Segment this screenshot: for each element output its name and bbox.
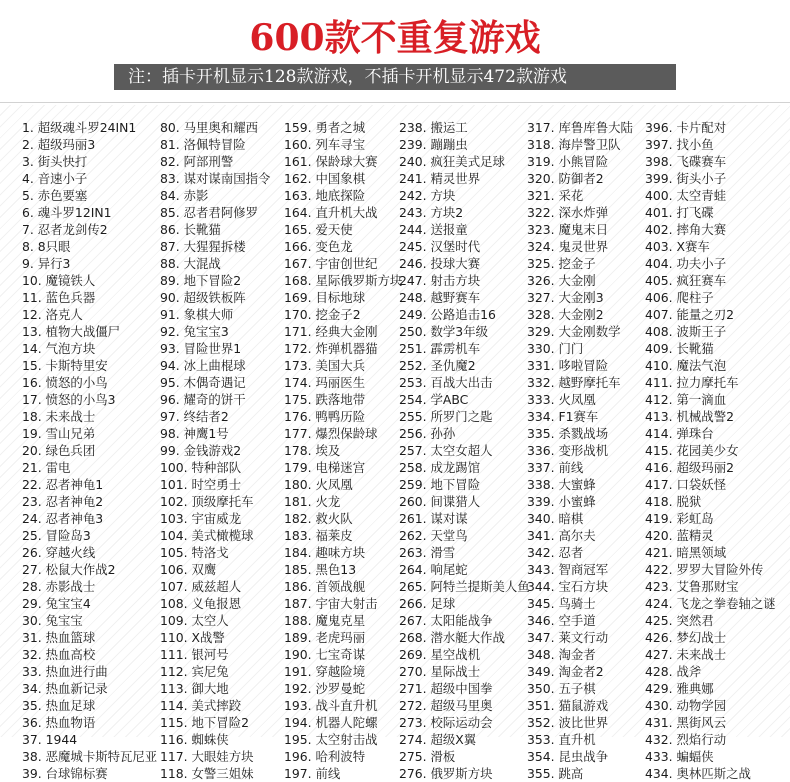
game-list-item: 338. 大蜜蜂 xyxy=(527,477,596,492)
game-list-item: 318. 海岸警卫队 xyxy=(527,137,621,152)
game-list-item: 90. 超级铁板阵 xyxy=(160,290,246,305)
game-list-item: 239. 蹦蹦虫 xyxy=(399,137,468,152)
game-list-item: 109. 太空人 xyxy=(160,613,229,628)
game-list-item: 14. 气泡方块 xyxy=(22,341,96,356)
divider xyxy=(0,102,790,103)
game-list-item: 174. 玛丽医生 xyxy=(284,375,366,390)
game-column xyxy=(284,119,402,782)
game-list-item: 272. 超级马里奥 xyxy=(399,698,493,713)
note-banner: 注：插卡开机显示128款游戏，不插卡开机显示472款游戏 xyxy=(114,64,676,90)
game-list-item: 265. 阿特兰提斯美人鱼 xyxy=(399,579,530,594)
game-list-item: 29. 兔宝宝4 xyxy=(22,596,91,611)
game-list-item: 259. 地下冒险 xyxy=(399,477,481,492)
game-list-item: 326. 大金刚 xyxy=(527,273,596,288)
game-list-item: 260. 间谍猎人 xyxy=(399,494,481,509)
game-list-item: 197. 前线 xyxy=(284,766,341,781)
game-list-item: 165. 爱天使 xyxy=(284,222,353,237)
game-list-item: 186. 首领战舰 xyxy=(284,579,366,594)
game-list-item: 405. 疯狂赛车 xyxy=(645,273,727,288)
game-list-item: 402. 摔角大赛 xyxy=(645,222,727,237)
game-list-item: 268. 潜水艇大作战 xyxy=(399,630,505,645)
game-list-item: 417. 口袋妖怪 xyxy=(645,477,727,492)
game-list-item: 256. 孙孙 xyxy=(399,426,456,441)
game-list-item: 25. 冒险岛3 xyxy=(22,528,91,543)
game-list-item: 420. 蓝精灵 xyxy=(645,528,714,543)
game-list-item: 434. 奥林匹斯之战 xyxy=(645,766,751,781)
game-list-item: 412. 第一滴血 xyxy=(645,392,727,407)
game-list-item: 407. 能量之刃2 xyxy=(645,307,734,322)
game-list-item: 317. 库鲁库鲁大陆 xyxy=(527,120,633,135)
game-list-item: 406. 爬柱子 xyxy=(645,290,714,305)
game-list-item: 325. 挖金子 xyxy=(527,256,596,271)
game-list-item: 5. 赤色要塞 xyxy=(22,188,88,203)
game-list-item: 261. 谋对谋 xyxy=(399,511,468,526)
game-list-item: 404. 功夫小子 xyxy=(645,256,727,271)
game-list-item: 324. 鬼灵世界 xyxy=(527,239,609,254)
game-list-item: 185. 黑色13 xyxy=(284,562,357,577)
game-list-item: 94. 冰上曲棍球 xyxy=(160,358,246,373)
game-list-item: 20. 绿色兵团 xyxy=(22,443,96,458)
game-list-item: 335. 杀戮战场 xyxy=(527,426,609,441)
game-list-item: 258. 成龙踢馆 xyxy=(399,460,481,475)
game-list-item: 397. 找小鱼 xyxy=(645,137,714,152)
game-list-item: 349. 淘金者2 xyxy=(527,664,604,679)
game-list-item: 23. 忍者神龟2 xyxy=(22,494,104,509)
game-list-item: 249. 公路追击16 xyxy=(399,307,496,322)
game-list-item: 1. 超级魂斗罗24IN1 xyxy=(22,120,137,135)
game-list-item: 92. 兔宝宝3 xyxy=(160,324,229,339)
game-list-item: 31. 热血篮球 xyxy=(22,630,96,645)
game-list-item: 184. 趣味方块 xyxy=(284,545,366,560)
game-list-item: 4. 音速小子 xyxy=(22,171,88,186)
game-list-item: 189. 老虎玛丽 xyxy=(284,630,366,645)
game-list-item: 350. 五子棋 xyxy=(527,681,596,696)
game-list-item: 37. 1944 xyxy=(22,732,78,747)
game-list-item: 98. 神鹰1号 xyxy=(160,426,229,441)
game-list-item: 255. 所罗门之匙 xyxy=(399,409,493,424)
game-list-item: 170. 挖金子2 xyxy=(284,307,361,322)
game-list-item: 84. 赤影 xyxy=(160,188,209,203)
game-list-item: 114. 美式摔跤 xyxy=(160,698,242,713)
game-list-item: 329. 大金刚数学 xyxy=(527,324,621,339)
game-list-item: 330. 门门 xyxy=(527,341,584,356)
game-column xyxy=(22,119,157,782)
game-list-item: 352. 波比世界 xyxy=(527,715,609,730)
game-list-item: 28. 赤影战士 xyxy=(22,579,96,594)
game-list-item: 427. 未来战士 xyxy=(645,647,727,662)
game-list-item: 178. 埃及 xyxy=(284,443,341,458)
game-list-item: 96. 耀奇的饼干 xyxy=(160,392,246,407)
game-list-item: 163. 地底探险 xyxy=(284,188,366,203)
game-list-item: 19. 雪山兄弟 xyxy=(22,426,96,441)
game-list-item: 353. 直升机 xyxy=(527,732,596,747)
game-list-item: 17. 愤怒的小鸟3 xyxy=(22,392,116,407)
game-column xyxy=(160,119,270,782)
game-list-item: 243. 方块2 xyxy=(399,205,464,220)
game-list-item: 191. 穿越险境 xyxy=(284,664,366,679)
game-list-item: 110. X战警 xyxy=(160,630,225,645)
game-list-item: 426. 梦幻战士 xyxy=(645,630,727,645)
game-list-item: 348. 淘金者 xyxy=(527,647,596,662)
game-list-item: 262. 天堂鸟 xyxy=(399,528,468,543)
game-list-item: 428. 战斧 xyxy=(645,664,702,679)
game-list-item: 431. 黑街风云 xyxy=(645,715,727,730)
game-list-item: 32. 热血高校 xyxy=(22,647,96,662)
game-list-item: 240. 疯狂美式足球 xyxy=(399,154,505,169)
game-list-item: 248. 越野赛车 xyxy=(399,290,481,305)
game-list-item: 88. 大混战 xyxy=(160,256,221,271)
game-list-item: 408. 波斯王子 xyxy=(645,324,727,339)
game-list-item: 21. 雷电 xyxy=(22,460,71,475)
game-list-item: 269. 星空战机 xyxy=(399,647,481,662)
game-list-item: 254. 学ABC xyxy=(399,392,469,407)
game-list-item: 409. 长靴猫 xyxy=(645,341,714,356)
game-list-item: 332. 越野摩托车 xyxy=(527,375,621,390)
game-list-item: 91. 象棋大师 xyxy=(160,307,234,322)
game-list-item: 183. 福莱皮 xyxy=(284,528,353,543)
game-list-item: 418. 脱狱 xyxy=(645,494,702,509)
game-list-item: 341. 高尔夫 xyxy=(527,528,596,543)
game-list-item: 169. 目标地球 xyxy=(284,290,366,305)
game-list-item: 177. 爆烈保龄球 xyxy=(284,426,378,441)
game-list-item: 336. 变形战机 xyxy=(527,443,609,458)
game-list-item: 161. 保龄球大赛 xyxy=(284,154,378,169)
game-list-item: 7. 忍者龙剑传2 xyxy=(22,222,108,237)
game-list-item: 196. 哈利波特 xyxy=(284,749,366,764)
game-list-item: 423. 艾鲁那财宝 xyxy=(645,579,739,594)
game-list-item: 345. 鸟骑士 xyxy=(527,596,596,611)
game-list-item: 322. 深水炸弹 xyxy=(527,205,609,220)
game-list-item: 176. 鸭鸭历险 xyxy=(284,409,366,424)
game-list-item: 82. 阿部刑警 xyxy=(160,154,234,169)
game-list-item: 108. 义龟报恩 xyxy=(160,596,242,611)
game-list-item: 399. 街头小子 xyxy=(645,171,727,186)
game-list-item: 179. 电梯迷宫 xyxy=(284,460,366,475)
game-list-item: 30. 兔宝宝 xyxy=(22,613,83,628)
game-list-item: 238. 搬运工 xyxy=(399,120,468,135)
game-list-item: 257. 太空女超人 xyxy=(399,443,493,458)
game-list-item: 267. 太阳能战争 xyxy=(399,613,493,628)
game-list-item: 347. 莱文行动 xyxy=(527,630,609,645)
game-list-item: 355. 跳高 xyxy=(527,766,584,781)
game-list-item: 264. 响尾蛇 xyxy=(399,562,468,577)
game-list-item: 424. 飞龙之拳卷轴之谜 xyxy=(645,596,776,611)
game-list-item: 425. 突然君 xyxy=(645,613,714,628)
game-list-item: 172. 炸弹机器猫 xyxy=(284,341,378,356)
game-list-item: 252. 圣仇魔2 xyxy=(399,358,476,373)
game-list-item: 101. 时空勇士 xyxy=(160,477,242,492)
game-list-item: 276. 俄罗斯方块 xyxy=(399,766,493,781)
game-list-item: 107. 威兹超人 xyxy=(160,579,242,594)
game-list-item: 26. 穿越火线 xyxy=(22,545,96,560)
game-list-item: 35. 热血足球 xyxy=(22,698,96,713)
game-list xyxy=(0,105,790,781)
game-list-item: 339. 小蜜蜂 xyxy=(527,494,596,509)
game-list-item: 340. 暗棋 xyxy=(527,511,584,526)
game-list-item: 86. 长靴猫 xyxy=(160,222,221,237)
game-list-item: 321. 采花 xyxy=(527,188,584,203)
game-list-item: 159. 勇者之城 xyxy=(284,120,366,135)
game-list-item: 81. 洛佩特冒险 xyxy=(160,137,246,152)
game-list-item: 328. 大金刚2 xyxy=(527,307,604,322)
game-list-item: 102. 顶级摩托车 xyxy=(160,494,254,509)
page-title: 600款不重复游戏 xyxy=(249,17,541,59)
game-list-item: 6. 魂斗罗12IN1 xyxy=(22,205,112,220)
game-list-item: 193. 战斗直升机 xyxy=(284,698,378,713)
game-list-item: 167. 宇宙创世纪 xyxy=(284,256,378,271)
game-column xyxy=(645,119,776,782)
game-list-item: 182. 救火队 xyxy=(284,511,353,526)
game-list-item: 253. 百战大出击 xyxy=(399,375,493,390)
game-list-item: 273. 校际运动会 xyxy=(399,715,493,730)
game-list-item: 15. 卡斯特里安 xyxy=(22,358,108,373)
game-list-item: 11. 蓝色兵器 xyxy=(22,290,96,305)
game-list-item: 164. 直升机大战 xyxy=(284,205,378,220)
game-list-item: 38. 恶魔城卡斯特瓦尼亚 xyxy=(22,749,158,764)
game-list-item: 195. 太空射击战 xyxy=(284,732,378,747)
game-list-item: 24. 忍者神龟3 xyxy=(22,511,104,526)
game-list-item: 430. 动物学园 xyxy=(645,698,727,713)
game-list-item: 403. X赛车 xyxy=(645,239,710,254)
game-list-item: 271. 超级中国拳 xyxy=(399,681,493,696)
game-list-item: 401. 打飞碟 xyxy=(645,205,714,220)
game-list-item: 416. 超级玛丽2 xyxy=(645,460,734,475)
game-list-item: 111. 银河号 xyxy=(160,647,229,662)
game-column xyxy=(399,119,530,782)
game-list-item: 190. 七宝奇谋 xyxy=(284,647,366,662)
game-list-item: 171. 经典大金刚 xyxy=(284,324,378,339)
game-list-item: 351. 猫鼠游戏 xyxy=(527,698,609,713)
game-list-item: 95. 木偶奇遇记 xyxy=(160,375,246,390)
game-list-item: 270. 星际战士 xyxy=(399,664,481,679)
game-list-item: 251. 霹雳机车 xyxy=(399,341,481,356)
game-list-item: 8. 8只眼 xyxy=(22,239,71,254)
game-list-item: 414. 弹珠台 xyxy=(645,426,714,441)
game-list-item: 400. 太空青蛙 xyxy=(645,188,727,203)
game-list-item: 83. 谋对谋南国指令 xyxy=(160,171,271,186)
game-list-item: 104. 美式橄榄球 xyxy=(160,528,254,543)
game-list-item: 320. 防御者2 xyxy=(527,171,604,186)
game-list-item: 192. 沙罗曼蛇 xyxy=(284,681,366,696)
game-list-item: 13. 植物大战僵尸 xyxy=(22,324,120,339)
game-list-item: 337. 前线 xyxy=(527,460,584,475)
game-column xyxy=(527,119,633,782)
game-list-item: 331. 哆啦冒险 xyxy=(527,358,609,373)
game-list-item: 173. 美国大兵 xyxy=(284,358,366,373)
game-list-item: 354. 昆虫战争 xyxy=(527,749,609,764)
game-list-item: 180. 火凤凰 xyxy=(284,477,353,492)
game-list-item: 85. 忍者君阿修罗 xyxy=(160,205,258,220)
game-list-item: 2. 超级玛丽3 xyxy=(22,137,96,152)
game-list-item: 33. 热血进行曲 xyxy=(22,664,108,679)
game-list-item: 242. 方块 xyxy=(399,188,456,203)
game-list-item: 10. 魔镜铁人 xyxy=(22,273,96,288)
game-list-item: 99. 金钱游戏2 xyxy=(160,443,242,458)
game-list-item: 346. 空手道 xyxy=(527,613,596,628)
game-list-item: 3. 街头快打 xyxy=(22,154,88,169)
game-list-item: 166. 变色龙 xyxy=(284,239,353,254)
game-list-item: 334. F1赛车 xyxy=(527,409,599,424)
game-list-item: 87. 大猩猩拆楼 xyxy=(160,239,246,254)
game-list-item: 100. 特种部队 xyxy=(160,460,242,475)
game-list-item: 18. 未来战士 xyxy=(22,409,96,424)
game-list-item: 421. 暗黑领域 xyxy=(645,545,727,560)
game-list-item: 344. 宝石方块 xyxy=(527,579,609,594)
game-list-item: 39. 台球锦标赛 xyxy=(22,766,108,781)
game-list-item: 36. 热血物语 xyxy=(22,715,96,730)
game-list-item: 263. 滑雪 xyxy=(399,545,456,560)
game-list-item: 34. 热血新记录 xyxy=(22,681,108,696)
game-list-item: 244. 送报童 xyxy=(399,222,468,237)
game-list-item: 194. 机器人陀螺 xyxy=(284,715,378,730)
game-list-item: 396. 卡片配对 xyxy=(645,120,727,135)
game-list-item: 247. 射击方块 xyxy=(399,273,481,288)
game-list-item: 188. 魔鬼克星 xyxy=(284,613,366,628)
game-list-item: 103. 宇宙威龙 xyxy=(160,511,242,526)
game-list-item: 342. 忍者 xyxy=(527,545,584,560)
game-list-item: 429. 雅典娜 xyxy=(645,681,714,696)
game-list-item: 116. 蜘蛛侠 xyxy=(160,732,229,747)
game-list-item: 106. 双鹰 xyxy=(160,562,217,577)
game-list-item: 112. 宾尼兔 xyxy=(160,664,229,679)
game-list-item: 89. 地下冒险2 xyxy=(160,273,242,288)
game-list-item: 398. 飞碟赛车 xyxy=(645,154,727,169)
game-list-item: 115. 地下冒险2 xyxy=(160,715,249,730)
game-list-item: 246. 投球大赛 xyxy=(399,256,481,271)
game-list-item: 27. 松鼠大作战2 xyxy=(22,562,116,577)
game-list-item: 16. 愤怒的小鸟 xyxy=(22,375,108,390)
game-list-item: 181. 火龙 xyxy=(284,494,341,509)
game-list-item: 97. 终结者2 xyxy=(160,409,229,424)
game-list-item: 323. 魔鬼末日 xyxy=(527,222,609,237)
game-list-item: 162. 中国象棋 xyxy=(284,171,366,186)
game-list-item: 117. 大眼娃方块 xyxy=(160,749,254,764)
game-list-item: 327. 大金刚3 xyxy=(527,290,604,305)
game-list-item: 80. 马里奥和耀西 xyxy=(160,120,258,135)
game-list-item: 12. 洛克人 xyxy=(22,307,83,322)
game-list-item: 413. 机械战警2 xyxy=(645,409,734,424)
game-list-item: 241. 精灵世界 xyxy=(399,171,481,186)
game-list-item: 275. 滑板 xyxy=(399,749,456,764)
game-list-item: 422. 罗罗大冒险外传 xyxy=(645,562,764,577)
game-list-item: 319. 小熊冒险 xyxy=(527,154,609,169)
game-list-item: 93. 冒险世界1 xyxy=(160,341,242,356)
game-list-item: 432. 烈焰行动 xyxy=(645,732,727,747)
game-list-item: 266. 足球 xyxy=(399,596,456,611)
game-list-item: 274. 超级X翼 xyxy=(399,732,477,747)
game-list-item: 22. 忍者神龟1 xyxy=(22,477,104,492)
game-list-item: 411. 拉力摩托车 xyxy=(645,375,739,390)
game-list-item: 245. 汉堡时代 xyxy=(399,239,481,254)
game-list-item: 175. 跌落地带 xyxy=(284,392,366,407)
game-list-item: 168. 星际俄罗斯方块 xyxy=(284,273,403,288)
game-list-item: 343. 智商冠军 xyxy=(527,562,609,577)
game-list-item: 415. 花园美少女 xyxy=(645,443,739,458)
game-list-item: 250. 数学3年级 xyxy=(399,324,488,339)
game-list-item: 410. 魔法气泡 xyxy=(645,358,727,373)
game-list-item: 433. 蝙蝠侠 xyxy=(645,749,714,764)
game-list-item: 187. 宇宙大射击 xyxy=(284,596,378,611)
game-list-item: 9. 异行3 xyxy=(22,256,71,271)
game-list-item: 160. 列车寻宝 xyxy=(284,137,366,152)
game-list-item: 333. 火凤凰 xyxy=(527,392,596,407)
game-list-item: 118. 女警三姐妹 xyxy=(160,766,254,781)
game-list-item: 105. 特洛戈 xyxy=(160,545,229,560)
game-list-item: 113. 御大地 xyxy=(160,681,229,696)
game-list-item: 419. 彩虹岛 xyxy=(645,511,714,526)
